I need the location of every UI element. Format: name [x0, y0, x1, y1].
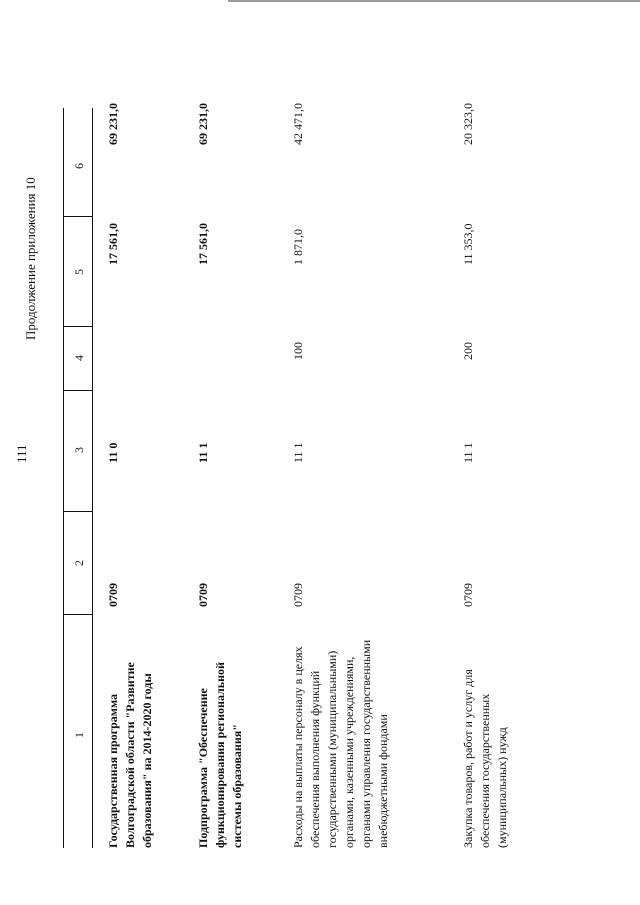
row-4-section: 0709 [461, 583, 475, 607]
row-3-section: 0709 [291, 583, 305, 607]
col-header-5: 5 [72, 269, 86, 275]
col-divider [63, 326, 93, 327]
row-4-expense-type: 200 [461, 342, 475, 360]
row-2-amount-6: 69 231,0 [196, 103, 210, 145]
row-1-name: Государственная программа Волгоградской области "Развитие образования" на 2014-2020 годы [106, 662, 154, 848]
row-2-target: 11 1 [196, 442, 210, 463]
col-header-6: 6 [72, 163, 86, 169]
col-header-1: 1 [72, 732, 86, 738]
col-header-3: 3 [72, 447, 86, 453]
header-top-rule [63, 108, 64, 848]
row-4-amount-6: 20 323,0 [461, 103, 475, 145]
col-header-2: 2 [72, 560, 86, 566]
row-3-expense-type: 100 [291, 342, 305, 360]
row-1-amount-6: 69 231,0 [106, 103, 120, 145]
col-divider [63, 216, 93, 217]
row-1-target: 11 0 [106, 442, 120, 463]
row-3-target: 11 1 [291, 442, 305, 463]
row-2-name: Подпрограмма "Обеспечение функционирования региональной системы образования" [196, 662, 244, 848]
row-1-section: 0709 [106, 583, 120, 607]
row-3-amount-5: 1 871,0 [291, 229, 305, 265]
col-divider [63, 511, 93, 512]
row-1-amount-5: 17 561,0 [106, 223, 120, 265]
row-2-amount-5: 17 561,0 [196, 223, 210, 265]
page-number: 111 [14, 444, 29, 463]
row-3-amount-6: 42 471,0 [291, 103, 305, 145]
rotated-page: 111 Продолжение приложения 10 1 2 3 4 5 6 Государственная программа Волгоградской области "Развитие образования" на 2014-2020 годы 0709 11 0 17 561,0 69 231,0 Подпрограмма "Обеспечение функционирования региональной системы образования" 0709 11 1 17 561,0 69 231,0 Расходы на выплаты персоналу в целях обеспечения выполнения функций государственными (муниципальными) органами, казенными учреждениями, органами управления государственными внебюджетными фондами 0709 11 1 100 1 871,0 42 471,0 Закупка товаров, работ и услуг для обеспечения государственных (муниципальных) нужд 0709 11 1 200 11 353,0 20 323,0 [14, 103, 509, 848]
col-divider [63, 614, 93, 615]
col-header-4: 4 [72, 355, 86, 361]
row-4-name: Закупка товаров, работ и услуг для обеспечения государственных (муниципальных) нужд [461, 669, 509, 848]
row-2-section: 0709 [196, 583, 210, 607]
header-bottom-rule [92, 108, 93, 848]
row-4-amount-5: 11 353,0 [461, 223, 475, 265]
col-divider [63, 390, 93, 391]
row-4-target: 11 1 [461, 442, 475, 463]
row-3-name: Расходы на выплаты персоналу в целях обеспечения выполнения функций государственными (муниципальными) органами, казенными учреждениями, органами управления государственными внебюджетными фондами [291, 639, 390, 848]
